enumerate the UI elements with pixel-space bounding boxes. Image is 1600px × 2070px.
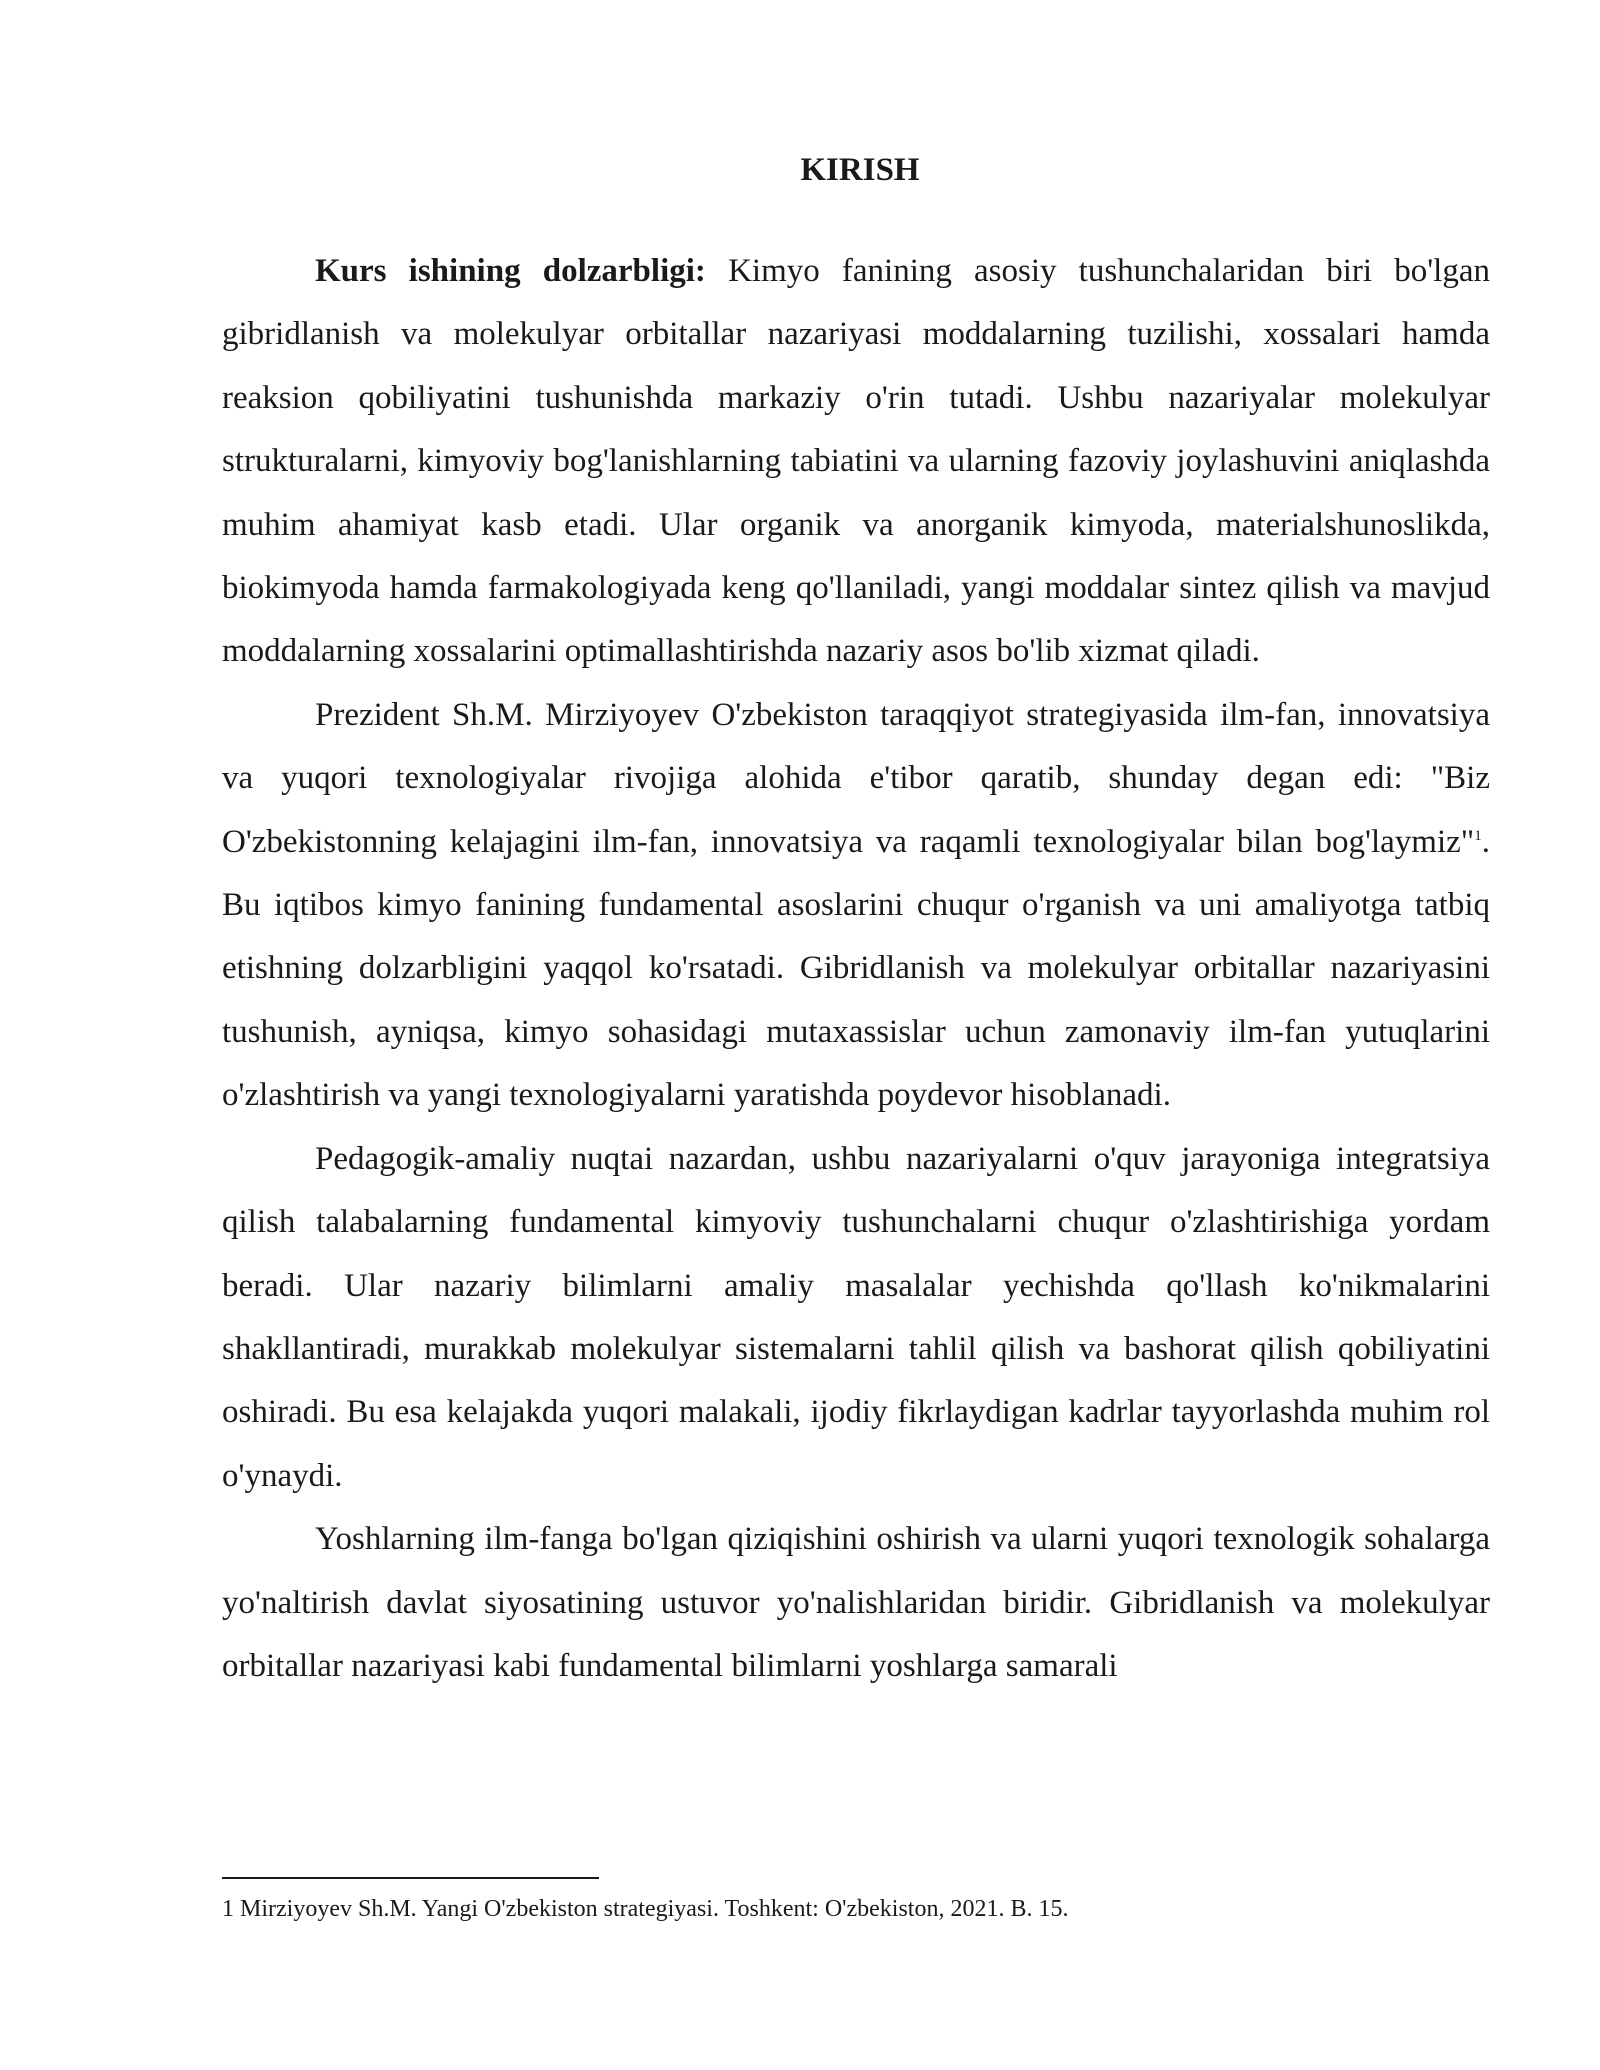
paragraph-text: Pedagogik-amaliy nuqtai nazardan, ushbu nazariyalarni o'quv jarayoniga integratsiya qilish talabalarning fundamental kimyoviy tushunchalarni chuqur o'zlashtirishiga yordam beradi. Ular nazariy bilimlarni amaliy masalalar yechishda qo'llash ko'nikmalarini shakllantiradi, murakkab molekulyar sistemalarni tahlil qilish va bashorat qilish qobiliyatini oshiradi. Bu esa kelajakda yuqori malakali, ijodiy fikrlaydigan kadrlar tayyorlashda muhim rol o'ynaydi. bbox=[222, 1140, 1490, 1494]
paragraph-president-quote bbox=[222, 684, 1490, 1128]
footnote-reference: 1 bbox=[1474, 827, 1482, 844]
paragraph-pedagogical bbox=[222, 1128, 1490, 1508]
paragraph-text: Prezident Sh.M. Mirziyoyev O'zbekiston taraqqiyot strategiyasida ilm-fan, innovatsiya va yuqori texnologiyalar rivojiga alohida e'tibor qaratib, shunday degan edi: "Biz O'zbekistonning kelajagini ilm-fan, innovatsiya va raqamli texnologiyalar bilan bog'laymiz" bbox=[222, 696, 1490, 860]
body-text bbox=[222, 240, 1490, 1698]
paragraph-youth bbox=[222, 1508, 1490, 1698]
footnote-separator bbox=[222, 1877, 599, 1879]
paragraph-text: Yoshlarning ilm-fanga bo'lgan qiziqishini oshirish va ularni yuqori texnologik sohalarga yo'naltirish davlat siyosatining ustuvor yo'nalishlaridan biridir. Gibridlanish va molekulyar orbitallar nazariyasi kabi fundamental bilimlarni yoshlarga samarali bbox=[222, 1521, 1490, 1684]
page-heading: KIRISH bbox=[800, 152, 920, 188]
paragraph-relevance bbox=[222, 240, 1490, 684]
paragraph-lead: Kurs ishining dolzarbligi: bbox=[315, 253, 706, 289]
paragraph-text: . Bu iqtibos kimyo fanining fundamental asoslarini chuqur o'rganish va uni amaliyotga tatbiq etishning dolzarbligini yaqqol ko'rsatadi. Gibridlanish va molekulyar orbitallar nazariyasini tushunish, ayniqsa, kimyo sohasidagi mutaxassislar uchun zamonaviy ilm-fan yutuqlarini o'zlashtirish va yangi texnologiyalarni yaratishda poydevor hisoblanadi. bbox=[222, 823, 1490, 1114]
footnote: 1 Mirziyoyev Sh.M. Yangi O'zbekiston strategiyasi. Toshkent: O'zbekiston, 2021. B. 15. bbox=[222, 1896, 1069, 1922]
paragraph-text: Kimyo fanining asosiy tushunchalaridan biri bo'lgan gibridlanish va molekulyar orbitallar nazariyasi moddalarning tuzilishi, xossalari hamda reaksion qobiliyatini tushunishda markaziy o'rin tutadi. Ushbu nazariyalar molekulyar strukturalarni, kimyoviy bog'lanishlarning tabiatini va ularning fazoviy joylashuvini aniqlashda muhim ahamiyat kasb etadi. Ular organik va anorganik kimyoda, materialshunoslikda, biokimyoda hamda farmakologiyada keng qo'llaniladi, yangi moddalar sintez qilish va mavjud moddalarning xossalarini optimallashtirishda nazariy asos bo'lib xizmat qiladi. bbox=[222, 253, 1490, 670]
